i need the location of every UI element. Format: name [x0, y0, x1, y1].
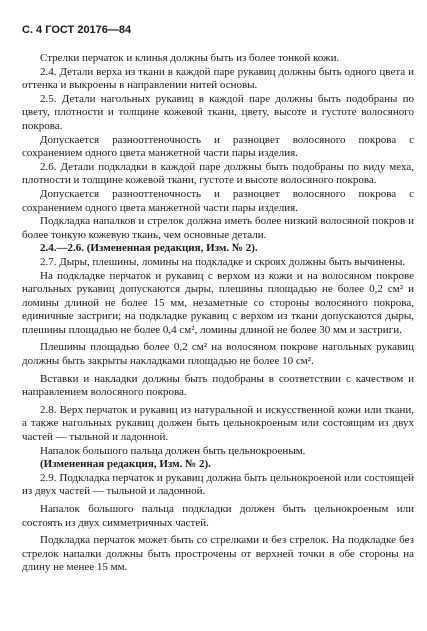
- paragraph: Подкладка перчаток может быть со стрелками и без стрелок. На подкладке без стрелок напалки должны быть прострочены от верхней точки в обе стороны на длину не менее 15 мм.: [22, 534, 414, 574]
- paragraph: Допускается разнооттеночность и разноцвет волосяного покрова с сохранением одного цвета манжетной части пары изделия.: [22, 133, 414, 160]
- paragraph: Напалок большого пальца подкладки должен быть цельнокроеным или состоять из двух симметричных частей.: [22, 503, 414, 529]
- paragraph: 2.4.—2.6. (Измененная редакция, Изм. № 2).: [40, 242, 258, 255]
- paragraph: 2.7. Дыры, плешины, ломины на подкладке и скроях должны быть вычинены.: [40, 255, 406, 268]
- paragraph: Допускается разнооттеночность и разноцвет волосяного покрова с сохранением одного цвета манжетной части пары изделия.: [22, 187, 414, 214]
- paragraph: 2.9. Подкладка перчаток и рукавиц должна быть цельнокроеной или состоящей из двух частей — тыльной и ладонной.: [22, 471, 414, 498]
- paragraph: 2.6. Детали подкладки в каждой паре должны быть подобраны по виду меха, плотности и толщине кожевой ткани, густоте и высоте волосяного покрова.: [22, 160, 414, 187]
- paragraph: 2.4. Детали верха из ткани в каждой паре рукавиц должны быть одного цвета и оттенка и выкроены в направлении нитей основы.: [22, 65, 414, 92]
- paragraph: Плешины площадью более 0,2 см² на волосяном покрове нагольных рукавиц должны быть закрыты накладками площадью не более 10 см².: [22, 341, 414, 368]
- paragraph: На подкладке перчаток и рукавиц с верхом из кожи и на волосяном покрове нагольных рукавиц допускаются дыры, плешины площадью не более 0,2 см² и ломины длиной не более 15 мм, незаметные со стороны волосяного покрова, единичные застриги; на подкладке рукавиц с верхом из ткани допускаются дыры, плешины площадью не более 0,4 см², ломины длиной не более 30 мм и застриги.: [22, 269, 414, 336]
- paragraph: Стрелки перчаток и клинья должны быть из более тонкой кожи.: [40, 52, 340, 64]
- paragraph: Вставки и накладки должны быть подобраны в соответствии с качеством и направлением волосяного покрова.: [22, 372, 414, 399]
- page-header: С. 4 ГОСТ 20176—84: [22, 24, 132, 36]
- document-body: [22, 52, 414, 575]
- paragraph: 2.5. Детали нагольных рукавиц в каждой паре должны быть подобраны по цвету, плотности и толщине кожевой ткани, цвету, высоте и густоте волосяного покрова.: [22, 92, 414, 132]
- paragraph: 2.8. Верх перчаток и рукавиц из натуральной и искусственной кожи или ткани, а также нагольных рукавиц должен быть цельнокроеным или состоящим из двух частей — тыльной и ладонной.: [22, 403, 414, 444]
- paragraph: Подкладка напалков и стрелок должна иметь более низкий волосяной покров и более тонкую кожевую ткань, чем основные детали.: [22, 215, 414, 241]
- paragraph: (Измененная редакция, Изм. № 2).: [40, 458, 211, 471]
- paragraph: Напалок большого пальца должен быть цельнокроеным.: [40, 444, 306, 457]
